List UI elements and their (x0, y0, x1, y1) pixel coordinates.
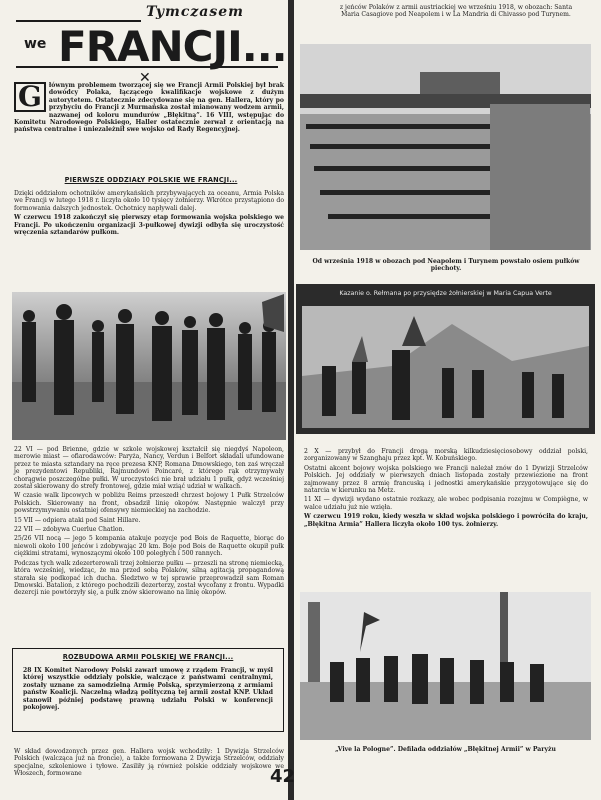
section2-heading: ROZBUDOWA ARMII POLSKIEJ WE FRANCJI... (62, 653, 234, 661)
photo-sermon-image (302, 306, 589, 428)
col-text-p4: Podczas tych walk zdezerterowali trzej żołnierze pułku — przeszli na stronę niemiecką, która wcześniej, wiedząc, że ma przed sobą Polaków, silną agitacją propagandową starała się podkopać ich ducha. Śledztwo w tej sprawie przeprowadził sam Roman Dmowski. Batalion, z którego pochodzili dezerterzy, został wycofany z frontu. Wypadki dezercji nie powtórzyły się, a pułk znów skierowano na linię okopów. (14, 559, 284, 597)
main-text-block (14, 446, 284, 599)
intro-dropcap: G (14, 82, 46, 112)
left-column (6, 0, 286, 800)
intro-text: łównym problemem tworzącej się we Francji Armii Polskiej był brak dowódcy Polaka, łączącego kwalifikacje wojskowe z dużym autorytetem. Ostatecznie zdecydowane się na gen. Hallera, który po przybyciu do Francji z Murmańska został mianowany wodzem armii, nazwanej od koloru mundurów „Błękitną”. (48, 82, 284, 119)
page-number: 42 (270, 766, 296, 787)
col-text-l2: 22 VII — zdobywa Cuerlue Chatlon. (14, 526, 125, 534)
right-text-p1: 2 X — przybył do Francji drogą morską kilkudziesięciosobowy oddział polski, zorganizowany w Szanghaju przez kpt. W. Kobuńskiego. (304, 448, 588, 463)
headline-kicker: Tymczasem (146, 4, 244, 20)
right-column (270, 0, 595, 800)
section2-box (12, 648, 284, 732)
right-text-block (304, 448, 588, 530)
headline-pre: we (24, 36, 47, 52)
right-text-p2: Ostatni akcent bojowy wojska polskiego we Francji należał znów do 1 Dywizji Strzelców Polskich. Jej oddziały w pierwszych dniach listopada zostały przewiezione na front zajmowany przez 8 armię francuską i jednostki amerykańskie przygotowujące się do natarcia w kierunku na Metz. (304, 464, 588, 495)
column-divider (288, 0, 294, 800)
section2-text: 28 IX Komitet Narodowy Polski zawarł umowę z rządem Francji, w myśl której wszystkie oddziały polskie, walczące z państwami centralnymi, zostały uznane za samodzielną Armię Polską, sprzymierzoną z armiami państw Koalicji. Naczelną władzą polityczną tej armii został KNP. Układ stanowił później podstawę prawną udziału Polski w konferencji pokojowej. (23, 667, 273, 712)
intro-text-2: 16 VIII, wstępując do Komitetu Narodowego Polskiego, Haller ostatecznie zerwał z orientacją na państwa centralne i uniezależnił swe wojsko od Rady Regencyjnej. (14, 111, 285, 134)
col-text-l1: 15 VII — odpiera ataki pod Saint Hillare. (14, 516, 141, 524)
cross-ornament-icon: ✕ (139, 70, 151, 86)
col-text-p3: 25/26 VII nocą — jego 5 kompania atakuje pozycje pod Bois de Raquette, biorąc do niewoli około 100 jeńców i zdobywając 20 km. Boje pod Bois de Raquette okupił pułk ciężkimi stratami, wynoszącymi około 100 poległych i 500 rannych. (14, 535, 284, 558)
photo-officers-image (12, 292, 286, 440)
photo-camp-image (300, 44, 591, 250)
right-text-p4: W czerwcu 1919 roku, kiedy weszła w skład wojska polskiego i powróciła do kraju, „Błękitna Armia” Hallera liczyła około 100 tys. żołnierzy. (304, 513, 588, 528)
photo-caption-3: „Vive la Pologne”. Defilada oddziałów „Błękitnej Armii” w Paryżu (335, 746, 556, 753)
photo-officers (12, 292, 286, 440)
section1-body (14, 190, 284, 238)
photo-camp (300, 44, 591, 250)
photo-caption-1: Od września 1918 w obozach pod Neapolem i Turynem powstało osiem pułków piechoty. (312, 258, 580, 273)
bottom-left-text: W skład dowodzonych przez gen. Hallera wojsk wchodziły: 1 Dywizja Strzelców Polskich (walcząca już na froncie), a także formowana 2 Dywizja Strzelców, oddziały specjalne, szkoleniowe i tyłowe. Zasiliły ją również polskie oddziały wojskowe we Włoszech, formowane (14, 748, 284, 778)
col-text-p2: W czasie walk lipcowych w pobliżu Reims przeszedł chrzest bojowy 1 Pułk Strzelców Polskich. Skierowany na front, obsadził linię okopów. Następnie walczył przy powstrzymywaniu ostatniej ofensywy niemieckiej na zachodzie. (14, 492, 284, 515)
right-top-text: z jeńców Polaków z armii austriackiej we wrześniu 1918, w obozach: Santa Maria Casagiove pod Neapolem i w La Mandria di Chivasso pod Turynem. (339, 4, 573, 19)
section1-p2: W czerwcu 1918 zakończył się pierwszy etap formowania wojska polskiego we Francji. Po ukończeniu organizacji 3-pułkowej dywizji odbyła się uroczystość wręczenia sztandarów pułkom. (14, 214, 284, 237)
right-text-p3: 11 XI — dywizji wydano ostatnie rozkazy, ale wobec podpisania rozejmu w Compiègne, w walce udziału już nie wzięła. (304, 496, 588, 511)
photo-caption-2: Kazanie o. Rełmana po przysiędze żołnierskiej w Maria Capua Verte (339, 290, 552, 297)
photo-parade (300, 592, 591, 740)
photo-sermon-frame (296, 284, 595, 434)
headline-title: FRANCJI... (58, 22, 287, 71)
section1-heading: PIERWSZE ODDZIAŁY POLSKIE WE FRANCJI... (64, 176, 238, 184)
intro-paragraph (14, 82, 284, 134)
intro-block (14, 82, 284, 162)
section1-p1: Dzięki oddziałom ochotników amerykańskich przybywających za oceanu, Armia Polska we Francji w lutego 1918 r. liczyła około 10 tysięcy żołnierzy. Wkrótce przystąpiono do formowania dalszych jednostek. Ochotnicy napływali dalej. (14, 190, 284, 212)
photo-parade-image (300, 592, 591, 740)
col-text-p1: 22 VI — pod Brienne, gdzie w szkole wojskowej kształcił się niegdyś Napoleon, merowie miast — ofiarodawców: Paryża, Nancy, Verdun i Belfort składali ufundowane przez te miasta sztandary na ręce prezesa KNP, Romana Dmowskiego, ten zaś wręczał je prezydentowi Republiki, Rajmundowi Poincaré, z którego rąk otrzymywały chorągwie poszczególne pułki. W uroczystości nie brał udziału 1 pułk, gdyż wcześniej został skierowany do strefy frontowej, gdzie miał wziąć udział w walkach. (14, 446, 284, 491)
